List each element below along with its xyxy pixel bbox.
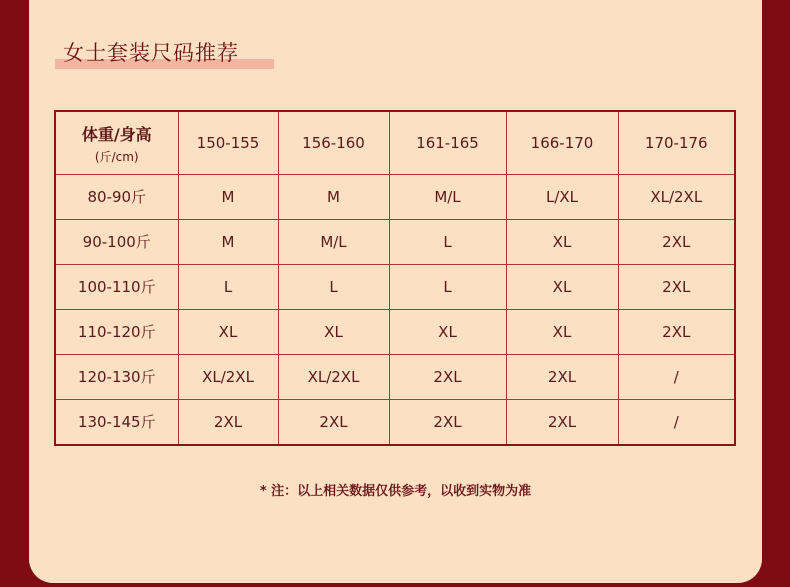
size-cell: L bbox=[178, 264, 278, 309]
size-cell: / bbox=[618, 399, 735, 445]
table-row bbox=[55, 309, 735, 354]
size-cell: M bbox=[178, 175, 278, 220]
table-row bbox=[55, 264, 735, 309]
weight-cell: 130-145斤 bbox=[55, 399, 178, 445]
size-cell: XL/2XL bbox=[618, 175, 735, 220]
size-cell: L bbox=[389, 264, 506, 309]
size-cell: M/L bbox=[278, 219, 389, 264]
disclaimer-note: * 注：以上相关数据仅供参考，以收到实物为准 bbox=[259, 484, 532, 499]
size-cell: XL bbox=[506, 264, 618, 309]
size-cell: 2XL bbox=[618, 219, 735, 264]
size-cell: XL/2XL bbox=[178, 354, 278, 399]
corner-header-cell bbox=[55, 111, 178, 175]
size-cell: XL bbox=[178, 309, 278, 354]
size-cell: 2XL bbox=[506, 399, 618, 445]
size-cell: L/XL bbox=[506, 175, 618, 220]
height-header: 166-170 bbox=[506, 111, 618, 175]
weight-cell: 90-100斤 bbox=[55, 219, 178, 264]
size-cell: 2XL bbox=[389, 399, 506, 445]
size-cell: 2XL bbox=[618, 264, 735, 309]
size-cell: XL bbox=[278, 309, 389, 354]
size-cell: 2XL bbox=[278, 399, 389, 445]
corner-title: 体重/身高 bbox=[81, 124, 152, 144]
table-row bbox=[55, 354, 735, 399]
table-row bbox=[55, 175, 735, 220]
size-cell: 2XL bbox=[506, 354, 618, 399]
size-cell: XL bbox=[506, 219, 618, 264]
table-row bbox=[55, 399, 735, 445]
corner-subtitle: (斤/cm) bbox=[94, 149, 139, 164]
size-cell: M bbox=[178, 219, 278, 264]
weight-cell: 100-110斤 bbox=[55, 264, 178, 309]
table-header-row bbox=[55, 111, 735, 175]
title-block bbox=[55, 38, 239, 68]
size-cell: 2XL bbox=[618, 309, 735, 354]
page-title: 女士套装尺码推荐 bbox=[63, 41, 239, 65]
size-cell: / bbox=[618, 354, 735, 399]
weight-cell: 110-120斤 bbox=[55, 309, 178, 354]
height-header: 161-165 bbox=[389, 111, 506, 175]
size-cell: XL bbox=[389, 309, 506, 354]
size-cell: M bbox=[278, 175, 389, 220]
height-header: 150-155 bbox=[178, 111, 278, 175]
table-row bbox=[55, 219, 735, 264]
weight-cell: 120-130斤 bbox=[55, 354, 178, 399]
size-table bbox=[54, 110, 736, 446]
size-cell: M/L bbox=[389, 175, 506, 220]
size-cell: L bbox=[278, 264, 389, 309]
size-cell: L bbox=[389, 219, 506, 264]
size-guide-card bbox=[29, 0, 762, 583]
size-cell: XL bbox=[506, 309, 618, 354]
weight-cell: 80-90斤 bbox=[55, 175, 178, 220]
size-cell: 2XL bbox=[178, 399, 278, 445]
size-cell: 2XL bbox=[389, 354, 506, 399]
height-header: 170-176 bbox=[618, 111, 735, 175]
size-cell: XL/2XL bbox=[278, 354, 389, 399]
height-header: 156-160 bbox=[278, 111, 389, 175]
